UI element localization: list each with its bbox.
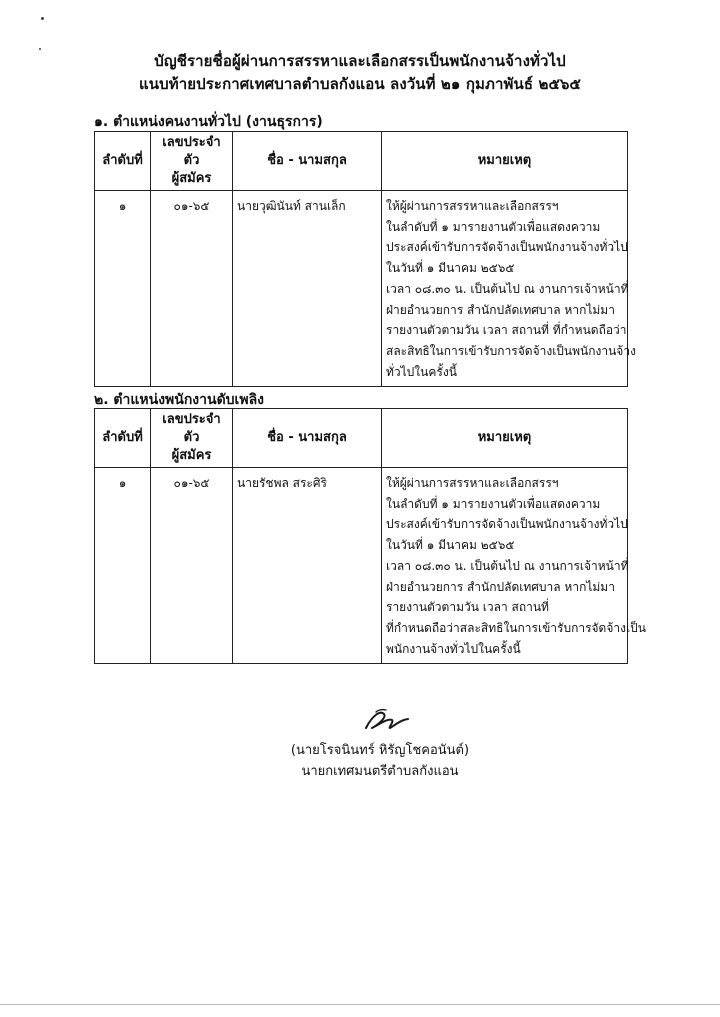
remark-line: พนักงานจ้างทั่วไปในครั้งนี้ (386, 641, 521, 656)
cell-remark (382, 468, 646, 664)
remark-line: ฝ่ายอำนวยการ สำนักปลัดเทศบาล หากไม่มา (386, 302, 615, 317)
cell-applicant-id: ๐๑-๖๕ (151, 468, 233, 664)
column-header-applicant-id-line1: เลขประจำตัว (162, 135, 221, 168)
column-header-name: ชื่อ - นามสกุล (233, 409, 382, 468)
column-header-applicant-id-line2: ผู้สมัคร (171, 448, 212, 463)
signatory-name: (นายโรจนินทร์ หิรัญโชคอนันต์) (290, 743, 470, 758)
applicant-table-general-worker (94, 131, 636, 387)
remark-line: ฝ่ายอำนวยการ สำนักปลัดเทศบาล หากไม่มา (386, 579, 615, 594)
table-header-row (95, 409, 628, 468)
remark-line: ประสงค์เข้ารับการจัดจ้างเป็นพนักงานจ้างทั่วไป (386, 517, 628, 532)
cell-applicant-name: นายรัชพล สระศิริ (233, 468, 382, 664)
document-title-line2: แนบท้ายประกาศเทศบาลตำบลกังแอน ลงวันที่ ๒๑ กุมภาพันธ์ ๒๕๖๕ (139, 75, 581, 93)
column-header-remark: หมายเหตุ (382, 132, 628, 191)
handwritten-signature (362, 706, 412, 734)
cell-order: ๑ (95, 191, 151, 387)
table-row (95, 468, 628, 664)
column-header-order: ลำดับที่ (95, 132, 151, 191)
column-header-remark: หมายเหตุ (382, 409, 628, 468)
remark-line: ในวันที่ ๑ มีนาคม ๒๕๖๕ (386, 261, 515, 276)
page-bottom-edge (0, 1004, 720, 1005)
remark-line: ให้ผู้ผ่านการสรรหาและเลือกสรรฯ (386, 476, 559, 490)
remark-line: ในลำดับที่ ๑ มารายงานตัวเพื่อแสดงความ (386, 219, 601, 234)
remark-line: เวลา ๐๘.๓๐ น. เป็นต้นไป ณ งานการเจ้าหน้าที่ (386, 281, 629, 296)
table-row (95, 191, 628, 387)
cell-applicant-id: ๐๑-๖๕ (151, 191, 233, 387)
column-header-applicant-id-line1: เลขประจำตัว (162, 412, 221, 445)
cell-applicant-name: นายวุฒินันท์ สานเล็ก (233, 191, 382, 387)
table-header-row (95, 132, 628, 191)
column-header-applicant-id (151, 132, 233, 191)
remark-line: เวลา ๐๘.๓๐ น. เป็นต้นไป ณ งานการเจ้าหน้าที่ (386, 558, 629, 573)
column-header-name: ชื่อ - นามสกุล (233, 132, 382, 191)
cell-remark (382, 191, 636, 387)
section-heading-general-worker: ๑. ตำแหน่งคนงานทั่วไป (งานธุรการ) (94, 114, 323, 130)
scan-speck (41, 17, 44, 20)
column-header-order: ลำดับที่ (95, 409, 151, 468)
cell-order: ๑ (95, 468, 151, 664)
remark-line: ทั่วไปในครั้งนี้ (386, 364, 457, 379)
remark-line: รายงานตัวตามวัน เวลา สถานที่ ที่กำหนดถือว่า (386, 323, 627, 338)
remark-line: ให้ผู้ผ่านการสรรหาและเลือกสรรฯ (386, 199, 559, 213)
section-heading-firefighter: ๒. ตำแหน่งพนักงานดับเพลิง (94, 392, 264, 408)
remark-line: ประสงค์เข้ารับการจัดจ้างเป็นพนักงานจ้างทั่วไป (386, 240, 628, 255)
remark-line: รายงานตัวตามวัน เวลา สถานที่ (386, 600, 549, 615)
applicant-table-firefighter (94, 408, 646, 664)
column-header-applicant-id-line2: ผู้สมัคร (171, 171, 212, 186)
remark-line: ในลำดับที่ ๑ มารายงานตัวเพื่อแสดงความ (386, 496, 601, 511)
remark-line: สละสิทธิในการเข้ารับการจัดจ้างเป็นพนักงานจ้าง (386, 343, 636, 358)
remark-line: ในวันที่ ๑ มีนาคม ๒๕๖๕ (386, 538, 515, 553)
remark-line: ที่กำหนดถือว่าสละสิทธิในการเข้ารับการจัดจ้างเป็น (386, 620, 646, 635)
signatory-position: นายกเทศมนตรีตำบลกังแอน (301, 764, 459, 779)
document-title-line1: บัญชีรายชื่อผู้ผ่านการสรรหาและเลือกสรรเป็นพนักงานจ้างทั่วไป (154, 52, 566, 70)
column-header-applicant-id (151, 409, 233, 468)
